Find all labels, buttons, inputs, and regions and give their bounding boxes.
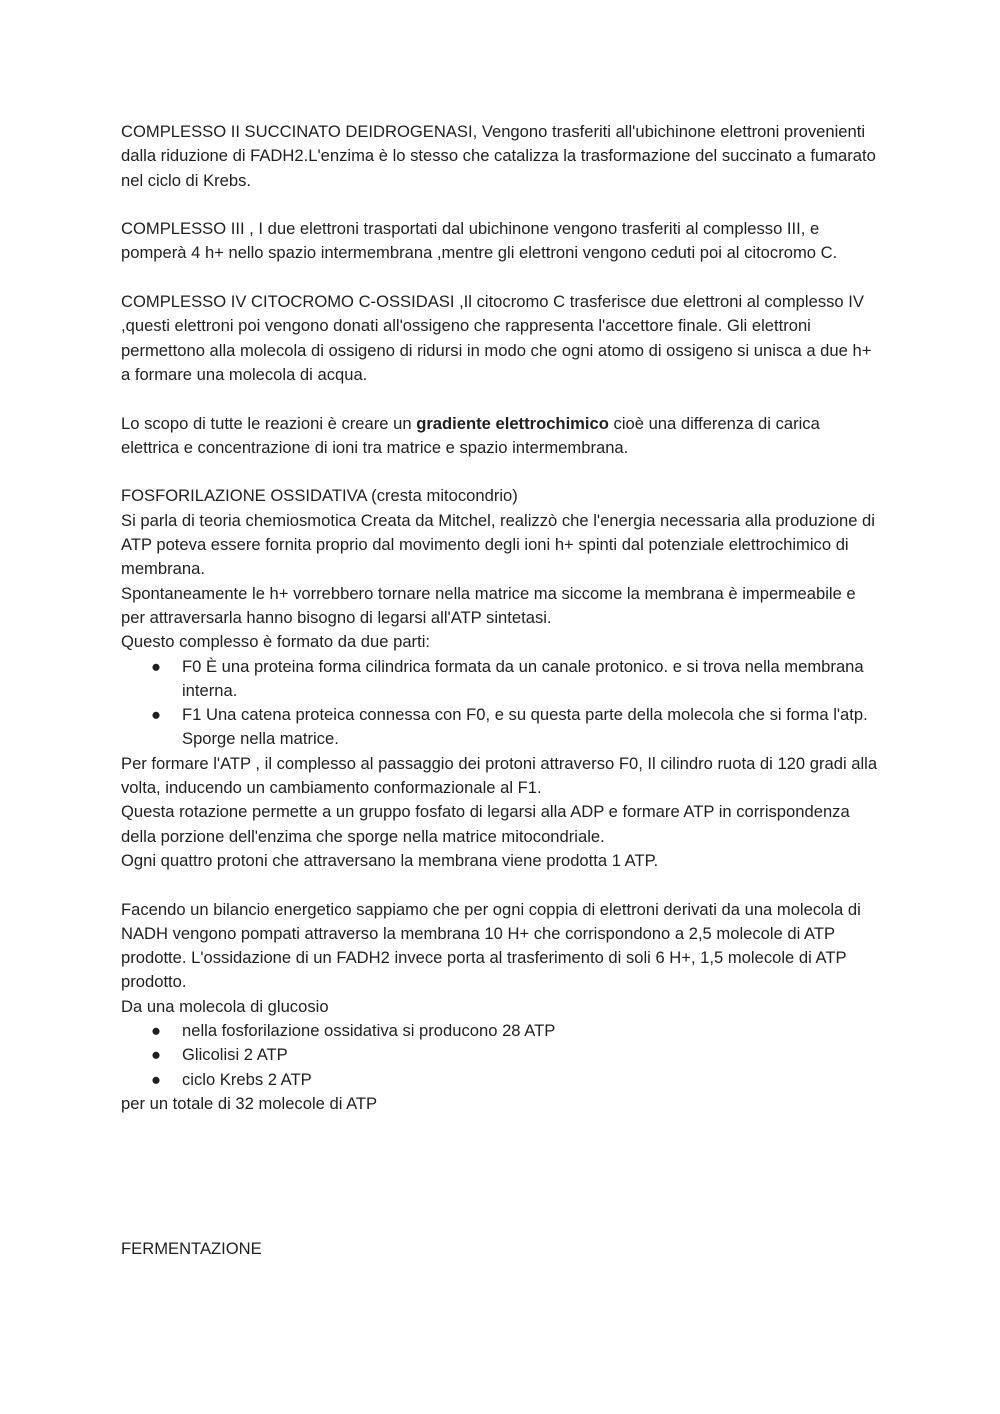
paragraph-bilancio: Facendo un bilancio energetico sappiamo che per ogni coppia di elettroni derivati da una molecola di NADH vengono pompati attraverso la membrana 10 H+ che corrispondono a 2,5 molecole di ATP prodotte. L'ossidazione di un FADH2 invece porta al trasferimento di soli 6 H+, 1,5 molecole di ATP prodotto. <box>121 899 861 992</box>
bullet-icon: ● <box>151 1020 162 1040</box>
paragraph-quattro-protoni: Ogni quattro protoni che attraversano la membrana viene prodotta 1 ATP. <box>121 850 659 870</box>
list-item <box>121 1019 881 1043</box>
paragraph-gap <box>121 193 881 217</box>
paragraph-complesso-iii: COMPLESSO III , I due elettroni trasportati dal ubichinone vengono trasferiti al complesso III, e pomperà 4 h+ nello spazio intermembrana ,mentre gli elettroni vengono ceduti poi al citocromo C. <box>121 219 838 263</box>
gradiente-text-after: cioè una differenza di carica elettrica e concentrazione di ioni tra matrice e spazio intermembrana. <box>121 413 820 457</box>
heading-fosforilazione: FOSFORILAZIONE OSSIDATIVA (cresta mitocondrio) <box>121 486 518 506</box>
document-page <box>121 120 881 1261</box>
paragraph-rotazione: Questa rotazione permette a un gruppo fosfato di legarsi alla ADP e formare ATP in corrispondenza della porzione dell'enzima che sporge nella matrice mitocondriale. <box>121 802 850 846</box>
paragraph-totale: per un totale di 32 molecole di ATP <box>121 1093 378 1113</box>
gradiente-text-before: Lo scopo di tutte le reazioni è creare un <box>121 413 417 433</box>
list-item <box>121 1068 881 1092</box>
bullet-icon: ● <box>151 705 162 725</box>
list-item-text: Glicolisi 2 ATP <box>182 1045 288 1065</box>
paragraph-gap <box>121 266 881 290</box>
paragraph-gap <box>121 873 881 897</box>
paragraph-complesso-ii: COMPLESSO II SUCCINATO DEIDROGENASI, Vengono trasferiti all'ubichinone elettroni provenienti dalla riduzione di FADH2.L'enzima è lo stesso che catalizza la trasformazione del succinato a fumarato nel ciclo di Krebs. <box>121 122 876 190</box>
gradiente-bold-term: gradiente elettrochimico <box>416 413 609 433</box>
list-parti-complesso <box>121 655 881 752</box>
paragraph-chemiosmotica: Si parla di teoria chemiosmotica Creata da Mitchel, realizzò che l'energia necessaria alla produzione di ATP poteva essere fornita proprio dal movimento degli ioni h+ spinti dal potenziale elettrochimico di membrana. <box>121 510 875 579</box>
list-item <box>121 655 881 704</box>
bullet-icon: ● <box>151 1045 162 1065</box>
section-spacer <box>121 1116 881 1237</box>
list-item <box>121 1043 881 1067</box>
list-item <box>121 703 881 752</box>
list-item-text: F0 È una proteina forma cilindrica formata da un canale protonico. e si trova nella membrana interna. <box>182 656 864 700</box>
bullet-icon: ● <box>151 656 162 676</box>
paragraph-gap <box>121 460 881 484</box>
paragraph-spontaneamente: Spontaneamente le h+ vorrebbero tornare nella matrice ma siccome la membrana è impermeabile e per attraversarla hanno bisogno di legarsi all'ATP sintetasi. <box>121 583 856 627</box>
paragraph-complesso-parti: Questo complesso è formato da due parti: <box>121 632 430 652</box>
heading-fermentazione: FERMENTAZIONE <box>121 1239 262 1259</box>
paragraph-gradiente <box>121 412 881 461</box>
paragraph-complesso-iv: COMPLESSO IV CITOCROMO C-OSSIDASI ,Il citocromo C trasferisce due elettroni al complesso IV ,questi elettroni poi vengono donati all'ossigeno che rappresenta l'accettore finale. Gli elettroni permettono alla molecola di ossigeno di ridursi in modo che ogni atomo di ossigeno si unisca a due h+ a formare una molecola di acqua. <box>121 292 872 384</box>
paragraph-formare-atp: Per formare l'ATP , il complesso al passaggio dei protoni attraverso F0, Il cilindro ruota di 120 gradi alla volta, inducendo un cambiamento conformazionale al F1. <box>121 753 878 798</box>
paragraph-gap <box>121 387 881 411</box>
bullet-icon: ● <box>151 1069 162 1089</box>
list-produzione-atp <box>121 1019 881 1092</box>
paragraph-glucosio: Da una molecola di glucosio <box>121 996 329 1016</box>
list-item-text: F1 Una catena proteica connessa con F0, e su questa parte della molecola che si forma l'atp. Sporge nella matrice. <box>182 705 868 749</box>
list-item-text: nella fosforilazione ossidativa si producono 28 ATP <box>182 1020 556 1040</box>
list-item-text: ciclo Krebs 2 ATP <box>182 1069 312 1089</box>
